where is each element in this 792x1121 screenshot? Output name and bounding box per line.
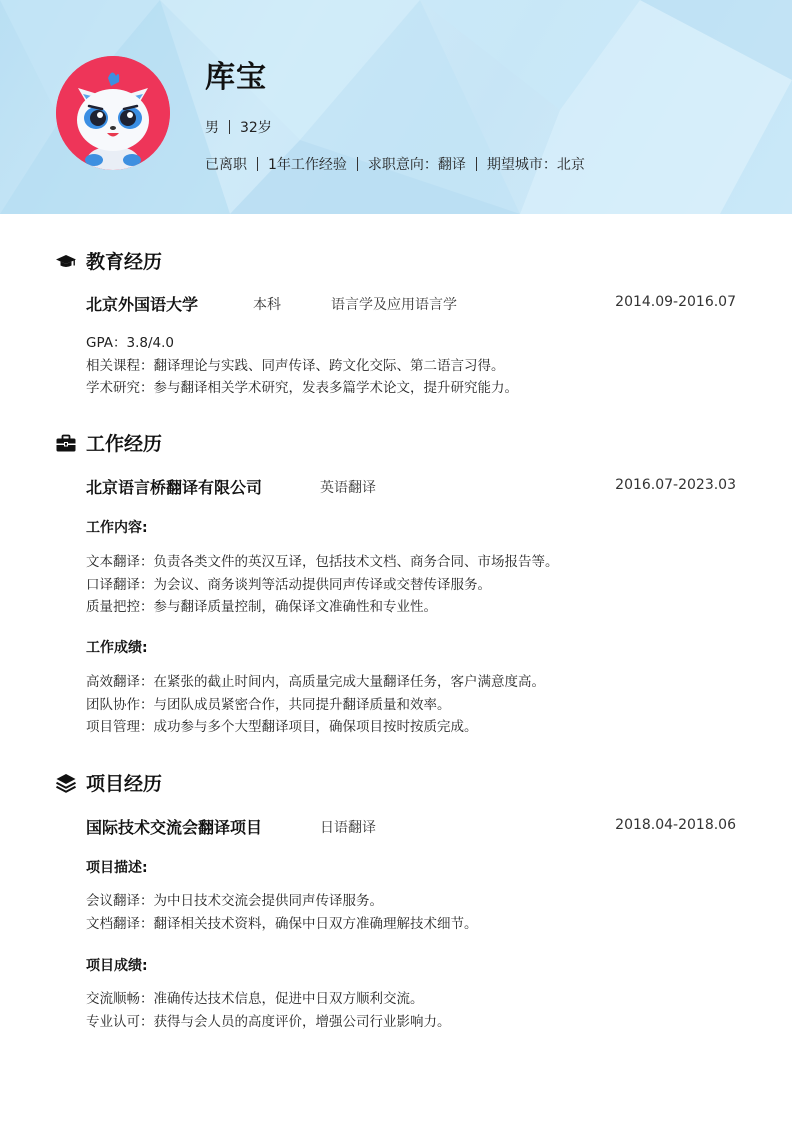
degree: 本科 bbox=[253, 297, 281, 313]
school-name: 北京外国语大学 bbox=[86, 295, 199, 314]
list-item: 项目管理：成功参与多个大型翻译项目，确保项目按时按质完成。 bbox=[86, 719, 478, 735]
basic-info-line bbox=[205, 117, 272, 137]
education-period: 2014.09-2016.07 bbox=[615, 294, 736, 310]
list-item: 文本翻译：负责各类文件的英汉互译，包括技术文档、商务合同、市场报告等。 bbox=[86, 554, 559, 570]
project-section-title: 项目经历 bbox=[56, 769, 162, 796]
avatar bbox=[56, 56, 170, 170]
list-item: 专业认可：获得与会人员的高度评价，增强公司行业影响力。 bbox=[86, 1013, 451, 1030]
position: 英语翻译 bbox=[320, 480, 376, 496]
cat-mascot-icon bbox=[56, 56, 170, 170]
project-name: 国际技术交流会翻译项目 bbox=[86, 818, 263, 837]
work-period: 2016.07-2023.03 bbox=[615, 477, 736, 493]
list-item: 高效翻译：在紧张的截止时间内，高质量完成大量翻译任务，客户满意度高。 bbox=[86, 674, 545, 690]
work-experience: 1年工作经验 bbox=[268, 157, 347, 173]
divider bbox=[257, 157, 258, 171]
candidate-name: 库宝 bbox=[205, 60, 267, 95]
project-desc-list bbox=[86, 890, 478, 935]
divider bbox=[476, 157, 477, 171]
list-item: 学术研究：参与翻译相关学术研究，发表多篇学术论文，提升研究能力。 bbox=[86, 380, 518, 396]
list-item: 口译翻译：为会议、商务谈判等活动提供同声传译或交替传译服务。 bbox=[86, 576, 491, 593]
gender: 男 bbox=[205, 120, 219, 136]
briefcase-icon bbox=[56, 433, 76, 453]
work-header-row bbox=[86, 475, 736, 499]
list-item: GPA：3.8/4.0 bbox=[86, 335, 174, 351]
company-name: 北京语言桥翻译有限公司 bbox=[86, 478, 263, 497]
education-details bbox=[86, 332, 518, 400]
job-intention: 求职意向：翻译 bbox=[367, 157, 466, 173]
list-item: 会议翻译：为中日技术交流会提供同声传译服务。 bbox=[86, 893, 383, 909]
list-item: 质量把控：参与翻译质量控制，确保译文准确性和专业性。 bbox=[86, 599, 437, 615]
work-result-title: 工作成绩: bbox=[86, 640, 148, 656]
major: 语言学及应用语言学 bbox=[331, 297, 457, 313]
project-role: 日语翻译 bbox=[320, 820, 376, 836]
job-info-line bbox=[205, 154, 585, 174]
divider bbox=[229, 120, 230, 134]
education-header-row bbox=[86, 292, 736, 316]
layers-icon bbox=[56, 773, 76, 793]
project-header-row bbox=[86, 815, 736, 839]
list-item: 文档翻译：翻译相关技术资料，确保中日双方准确理解技术细节。 bbox=[86, 915, 478, 932]
work-content-title: 工作内容: bbox=[86, 520, 148, 536]
list-item: 交流顺畅：准确传达技术信息，促进中日双方顺利交流。 bbox=[86, 991, 424, 1007]
list-item: 团队协作：与团队成员紧密合作，共同提升翻译质量和效率。 bbox=[86, 696, 451, 713]
project-result-title: 项目成绩: bbox=[86, 958, 148, 974]
project-desc-title: 项目描述: bbox=[86, 860, 148, 876]
work-section-title: 工作经历 bbox=[56, 429, 162, 456]
project-result-list bbox=[86, 988, 451, 1033]
project-period: 2018.04-2018.06 bbox=[615, 817, 736, 833]
employment-status: 已离职 bbox=[205, 157, 247, 173]
header-banner bbox=[0, 0, 792, 214]
graduation-cap-icon bbox=[56, 251, 76, 271]
education-section-title: 教育经历 bbox=[56, 247, 162, 274]
age: 32岁 bbox=[240, 120, 272, 136]
work-result-list bbox=[86, 671, 545, 739]
list-item: 相关课程：翻译理论与实践、同声传译、跨文化交际、第二语言习得。 bbox=[86, 357, 505, 374]
work-content-list bbox=[86, 551, 559, 619]
expected-city: 期望城市：北京 bbox=[486, 157, 585, 173]
divider bbox=[357, 157, 358, 171]
